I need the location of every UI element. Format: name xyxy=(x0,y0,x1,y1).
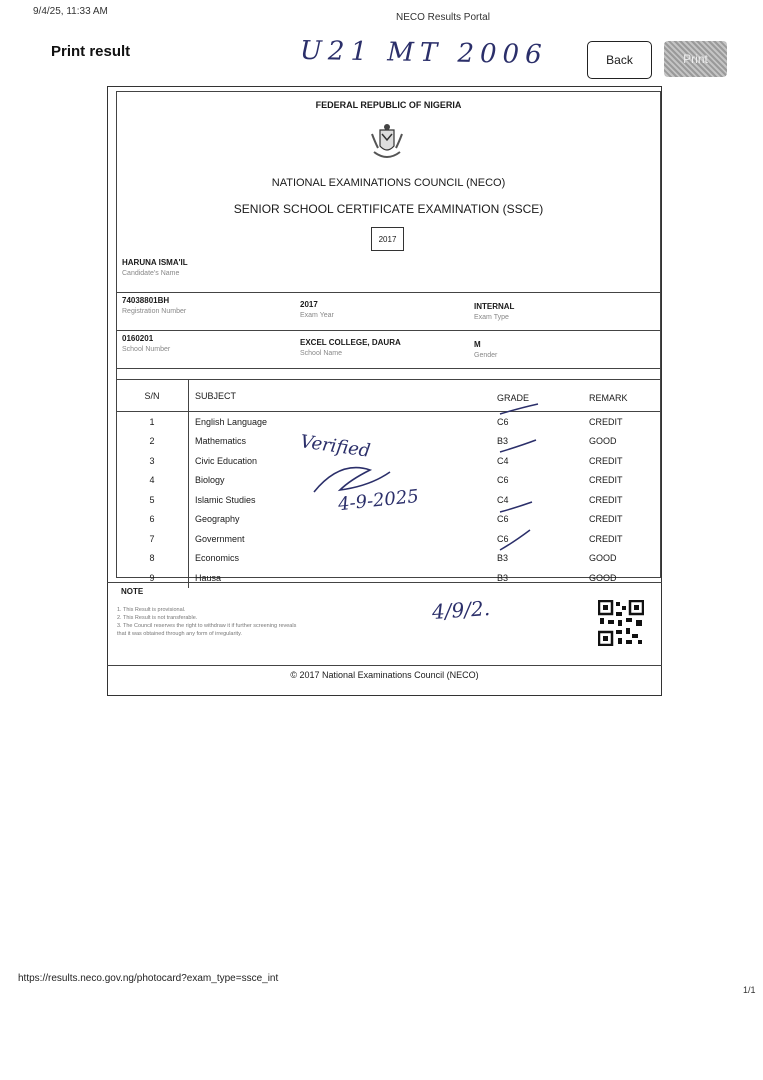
exam-type-label: Exam Type xyxy=(474,314,509,321)
row-sn: 2 xyxy=(116,432,189,452)
col-subject: SUBJECT xyxy=(195,390,237,401)
row-subject: Islamic Studies xyxy=(195,494,256,505)
row-sn: 9 xyxy=(116,568,189,588)
divider xyxy=(107,665,662,666)
row-remark: CREDIT xyxy=(589,494,623,505)
registration-number-label: Registration Number xyxy=(122,308,187,315)
row-remark: CREDIT xyxy=(589,416,623,427)
registration-number: 74038801BH xyxy=(122,296,170,305)
row-sn: 7 xyxy=(116,529,189,549)
exam-year: 2017 xyxy=(300,300,318,309)
council-title: NATIONAL EXAMINATIONS COUNCIL (NECO) xyxy=(271,177,506,189)
handwritten-reference: U21 MT 2006 xyxy=(299,35,548,71)
exam-title: SENIOR SCHOOL CERTIFICATE EXAMINATION (SSCE) xyxy=(233,202,544,216)
row-grade: B3 xyxy=(497,436,509,447)
note-item: 2. This Result is not transferable. xyxy=(117,615,198,621)
page-url: https://results.neco.gov.ng/photocard?exam_type=ssce_int xyxy=(18,973,279,984)
row-subject: Hausa xyxy=(195,572,222,583)
handwritten-initials: 4/9/2. xyxy=(431,596,491,624)
row-remark: CREDIT xyxy=(589,514,623,525)
school-number: 0160201 xyxy=(122,334,154,343)
print-timestamp: 9/4/25, 11:33 AM xyxy=(33,6,108,17)
page-title: Print result xyxy=(51,43,131,60)
divider xyxy=(107,582,662,583)
print-button[interactable]: Print xyxy=(664,41,727,77)
col-sn: S/N xyxy=(116,380,189,412)
row-remark: CREDIT xyxy=(589,455,623,466)
row-subject: Biology xyxy=(195,475,225,486)
col-grade: GRADE xyxy=(497,393,530,403)
handwritten-verified: Verified xyxy=(298,431,372,462)
portal-title: NECO Results Portal xyxy=(396,12,490,23)
row-grade: B3 xyxy=(497,553,509,564)
row-sn: 8 xyxy=(116,549,189,569)
note-title: NOTE xyxy=(121,587,144,596)
row-sn: 3 xyxy=(116,451,189,471)
divider xyxy=(116,292,661,293)
school-name: EXCEL COLLEGE, DAURA xyxy=(300,338,401,347)
candidate-name-label: Candidate's Name xyxy=(122,270,180,277)
row-remark: GOOD xyxy=(589,436,617,447)
row-subject: Civic Education xyxy=(195,455,258,466)
page-number: 1/1 xyxy=(743,985,756,995)
notes-list xyxy=(117,606,296,638)
coat-of-arms-icon xyxy=(366,122,408,162)
row-subject: Geography xyxy=(195,514,240,525)
row-subject: Government xyxy=(195,533,245,544)
note-item: 3. The Council reserves the right to withdraw it if further screening reveals xyxy=(117,623,297,629)
row-remark: GOOD xyxy=(589,553,617,564)
row-grade: C6 xyxy=(497,416,509,427)
exam-year-label: Exam Year xyxy=(300,312,334,319)
school-name-label: School Name xyxy=(300,350,343,357)
row-subject: Mathematics xyxy=(195,436,247,447)
note-item: that it was obtained through any form of irregularity. xyxy=(117,631,242,637)
row-remark: GOOD xyxy=(589,572,617,583)
gender-label: Gender xyxy=(474,352,498,359)
copyright: © 2017 National Examinations Council (NECO) xyxy=(290,670,479,680)
exam-type: INTERNAL xyxy=(474,302,515,311)
row-sn: 6 xyxy=(116,510,189,530)
row-grade: C4 xyxy=(497,494,509,505)
row-sn: 4 xyxy=(116,471,189,491)
col-remark: REMARK xyxy=(589,393,628,403)
divider xyxy=(116,330,661,331)
divider xyxy=(116,368,661,369)
row-grade: C6 xyxy=(497,533,509,544)
gender: M xyxy=(474,340,481,349)
row-sn: 5 xyxy=(116,490,189,510)
handwritten-date: 4-9-2025 xyxy=(337,485,420,516)
school-number-label: School Number xyxy=(122,346,171,353)
table-row xyxy=(116,568,661,588)
exam-year-box: 2017 xyxy=(371,227,404,251)
row-grade: C4 xyxy=(497,455,509,466)
row-remark: CREDIT xyxy=(589,475,623,486)
note-item: 1. This Result is provisional. xyxy=(117,607,186,613)
candidate-name: HARUNA ISMA'IL xyxy=(122,258,188,267)
row-subject: Economics xyxy=(195,553,240,564)
federal-title: FEDERAL REPUBLIC OF NIGERIA xyxy=(315,100,462,110)
row-remark: CREDIT xyxy=(589,533,623,544)
row-subject: English Language xyxy=(195,416,268,427)
row-grade: C6 xyxy=(497,514,509,525)
back-button[interactable]: Back xyxy=(587,41,652,79)
row-grade: B3 xyxy=(497,572,509,583)
row-grade: C6 xyxy=(497,475,509,486)
handwritten-ticks xyxy=(300,400,560,560)
qr-code-icon xyxy=(598,600,644,646)
row-sn: 1 xyxy=(116,412,189,432)
